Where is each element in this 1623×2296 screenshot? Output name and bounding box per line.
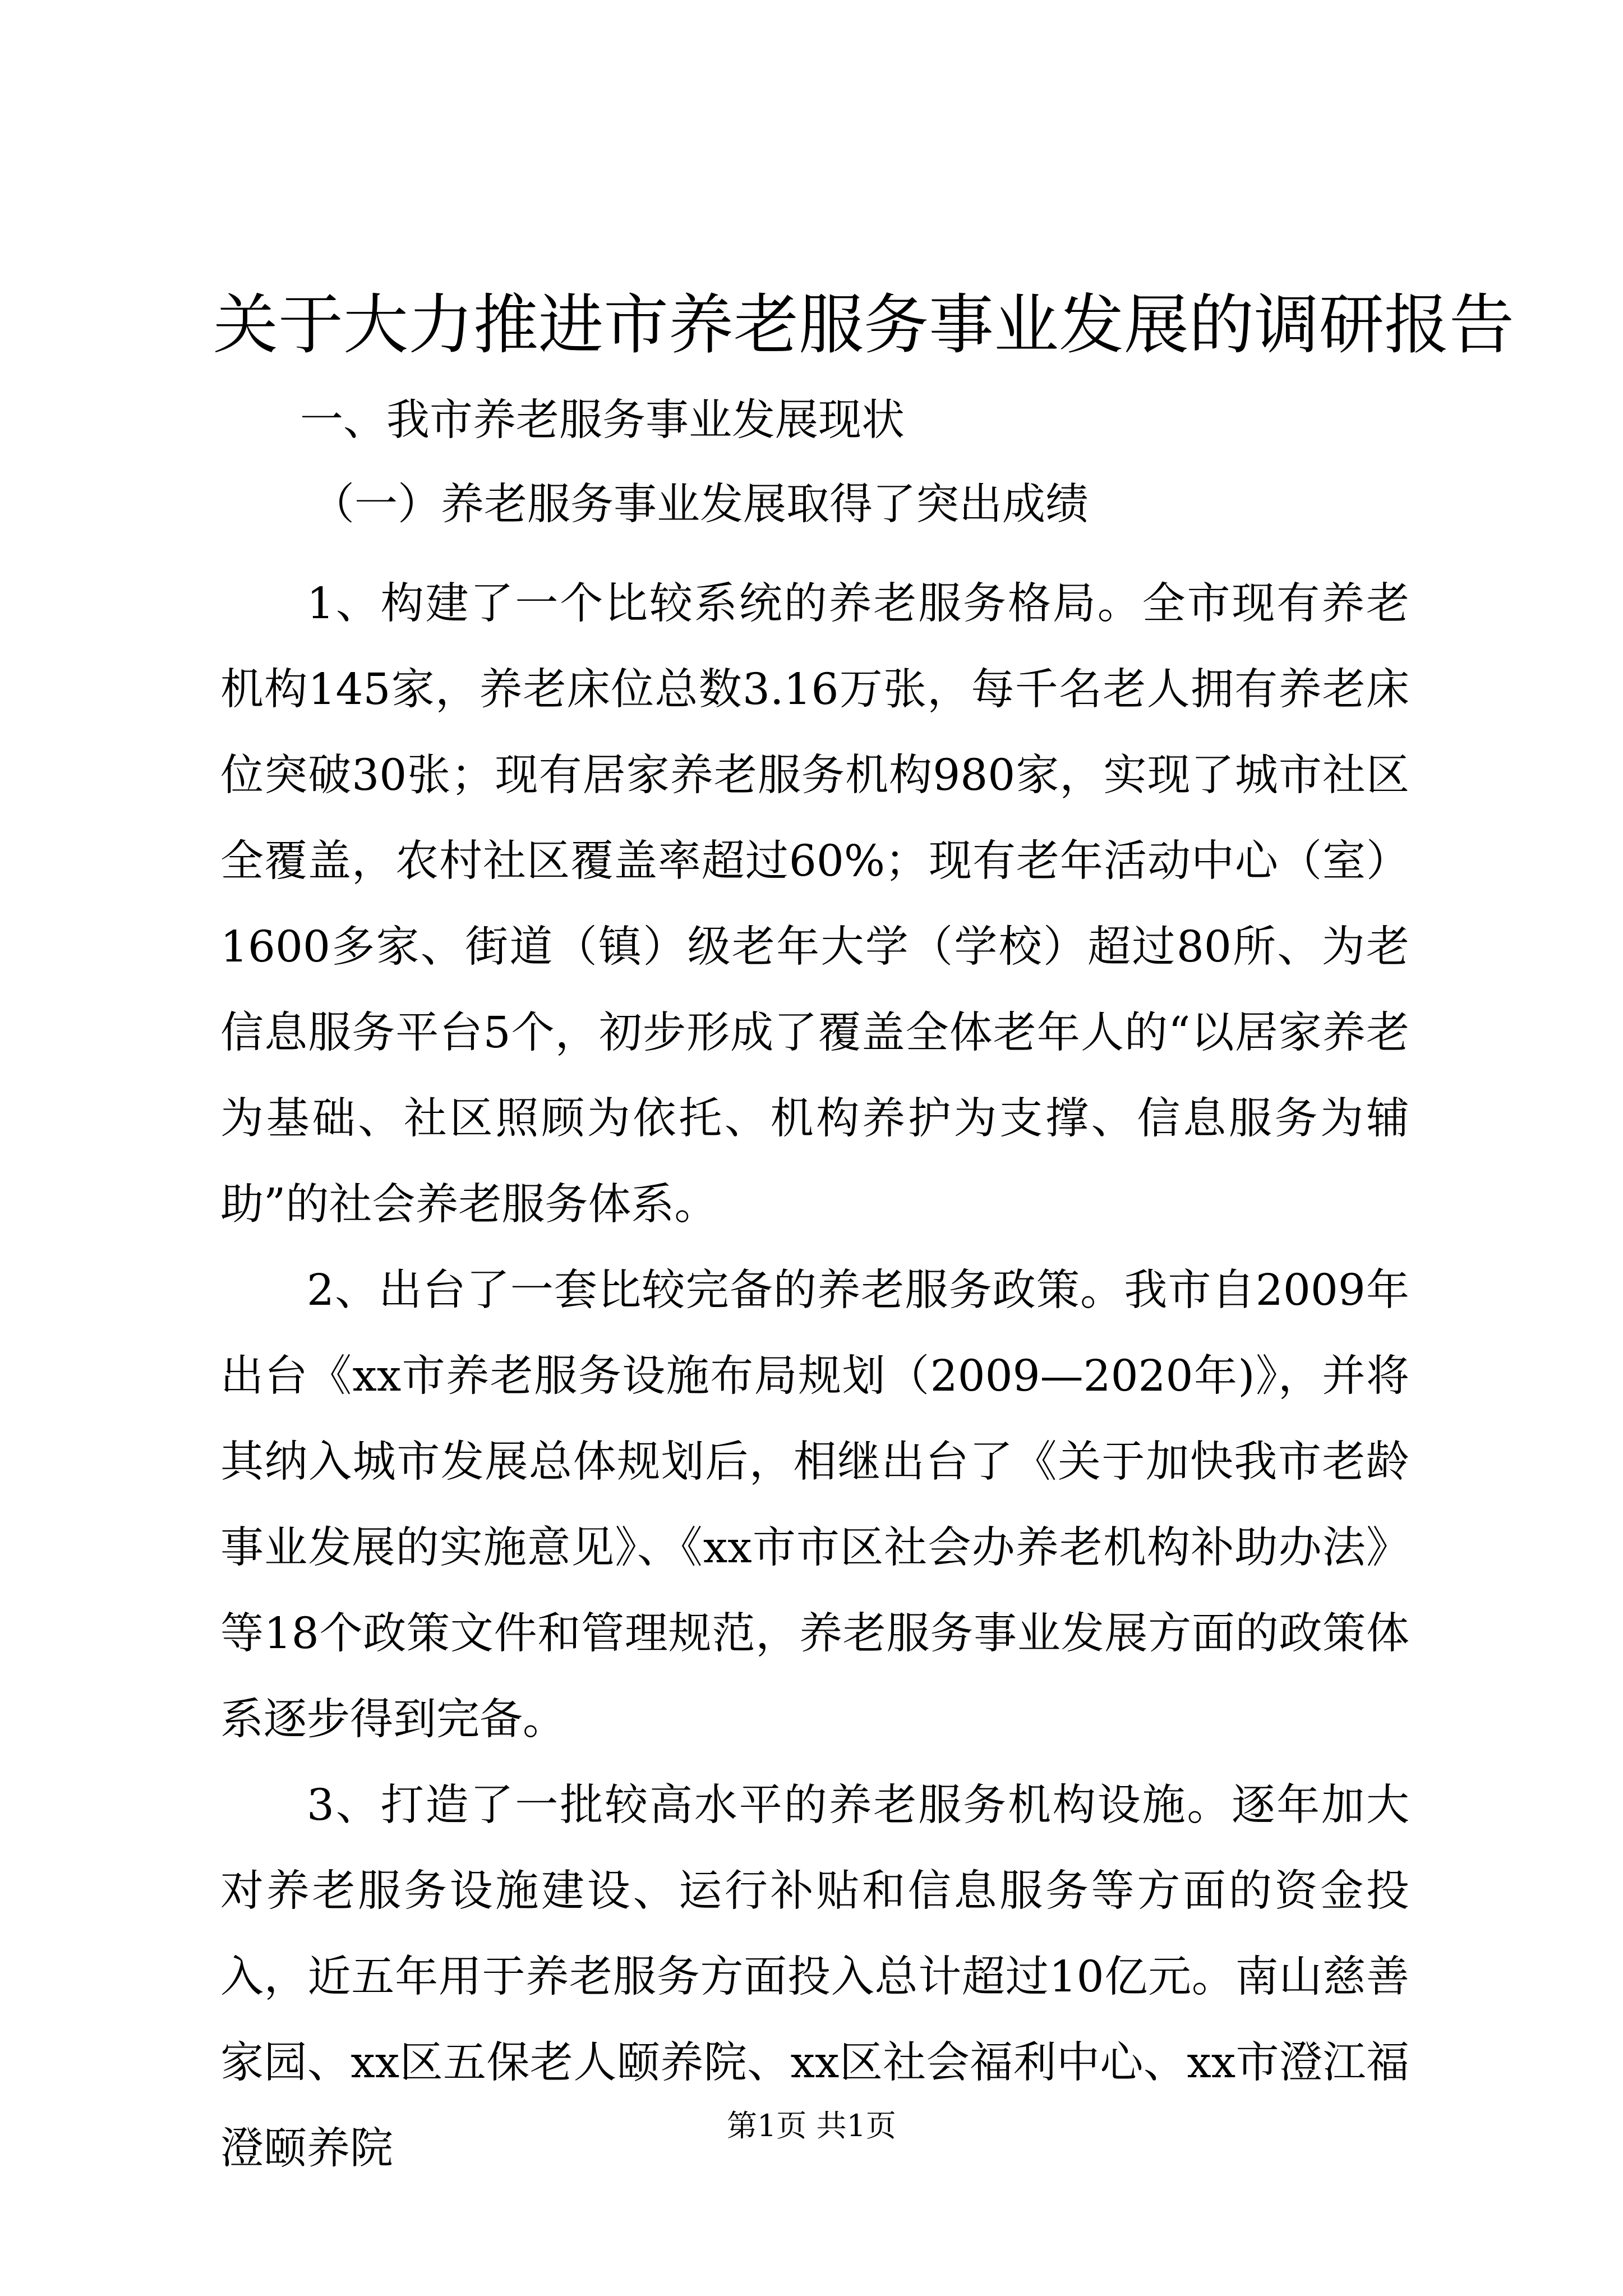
paragraph-1: 1、构建了一个比较系统的养老服务格局。全市现有养老机构145家，养老床位总数3.16万张，每千名老人拥有养老床位突破30张；现有居家养老服务机构980家，实现了城市社区全覆盖，农村社区覆盖率超过60%；现有老年活动中心（室）1600多家、街道（镇）级老年大学（学校）超过80所、为老信息服务平台5个，初步形成了覆盖全体老年人的“以居家养老为基础、社区照顾为依托、机构养护为支撑、信息服务为辅助”的社会养老服务体系。 (220, 579, 1409, 1230)
document-body (220, 561, 1409, 2192)
paragraph-3: 3、打造了一批较高水平的养老服务机构设施。逐年加大对养老服务设施建设、运行补贴和信息服务等方面的资金投入，近五年用于养老服务方面投入总计超过10亿元。南山慈善家园、xx区五保老人颐养院、xx区社会福利中心、xx市澄江福澄颐养院 (220, 1780, 1409, 2174)
paragraph-2: 2、出台了一套比较完备的养老服务政策。我市自2009年出台《xx市养老服务设施布局规划（2009—2020年)》，并将其纳入城市发展总体规划后，相继出台了《关于加快我市老龄事业发展的实施意见》、《xx市市区社会办养老机构补助办法》等18个政策文件和管理规范，养老服务事业发展方面的政策体系逐步得到完备。 (220, 1266, 1409, 1745)
subsection-heading: （一）养老服务事业发展取得了突出成绩 (311, 480, 1089, 530)
section-heading: 一、我市养老服务事业发展现状 (300, 395, 905, 445)
document-title: 关于大力推进市养老服务事业发展的调研报告 (213, 287, 1514, 363)
page-footer: 第1页 共1页 (727, 2108, 896, 2143)
